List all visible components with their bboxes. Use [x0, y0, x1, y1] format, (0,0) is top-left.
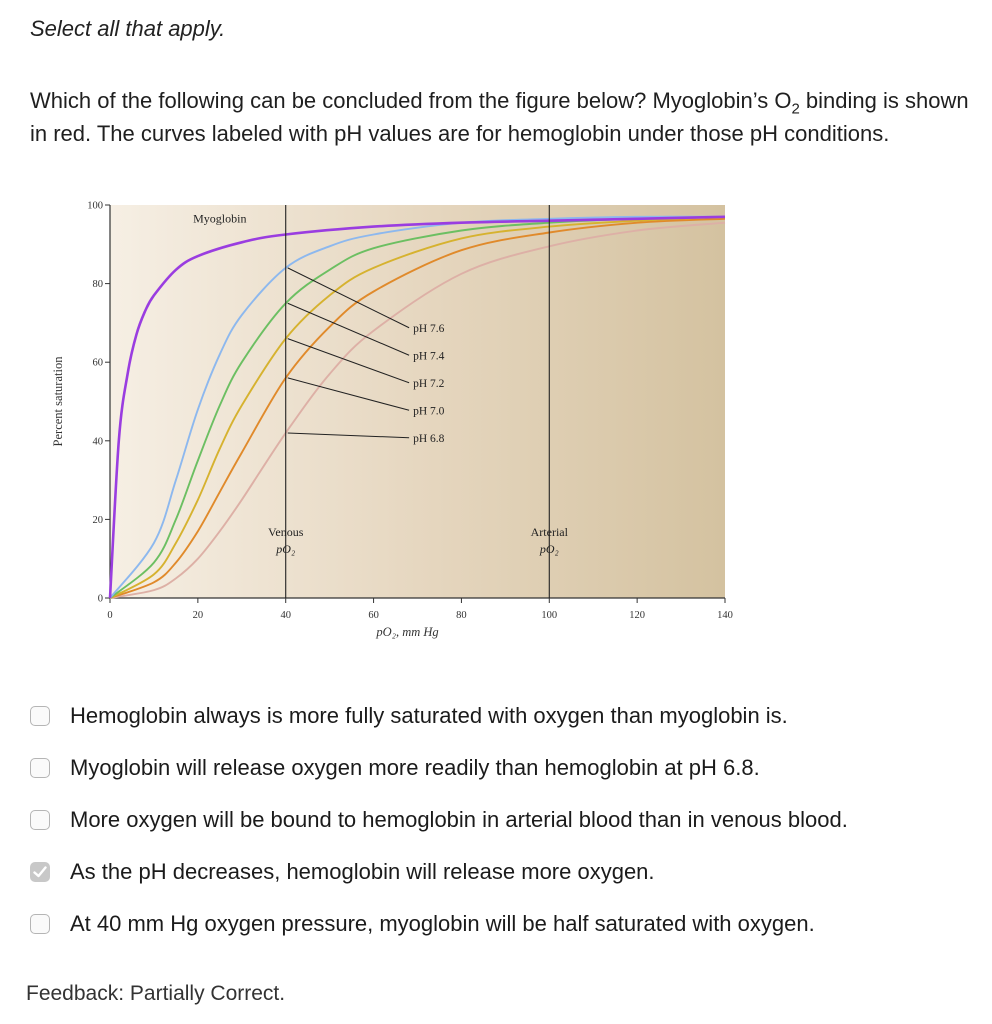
x-tick-label: 60 — [368, 610, 379, 621]
feedback-text: Feedback: Partially Correct. — [26, 982, 286, 1005]
instruction-text: Select all that apply. — [30, 16, 226, 41]
y-tick-label: 40 — [92, 436, 103, 448]
x-tick-label: 100 — [541, 610, 558, 621]
option-5[interactable] — [28, 898, 848, 950]
ph-label: pH 7.0 — [413, 405, 445, 418]
ph-label: pH 6.8 — [413, 432, 445, 445]
x-tick-label: 40 — [280, 610, 291, 621]
plot-background — [110, 205, 725, 598]
arterial-po2-label: pO₂ — [539, 541, 559, 556]
question-part-1: Which of the following can be concluded from the figure below? Myoglobin’s O — [30, 88, 792, 113]
option-1-checkbox[interactable] — [30, 706, 50, 726]
question-text — [30, 84, 970, 150]
option-1[interactable] — [28, 690, 848, 742]
option-2-label: Myoglobin will release oxygen more readily than hemoglobin at pH 6.8. — [70, 755, 760, 780]
arterial-label: Arterial — [530, 524, 568, 539]
x-tick-label: 0 — [107, 610, 113, 621]
option-1-label: Hemoglobin always is more fully saturated with oxygen than myoglobin is. — [70, 703, 788, 728]
x-tick-label: 120 — [629, 610, 646, 621]
venous-po2-label: pO₂ — [276, 541, 296, 556]
option-3-label: More oxygen will be bound to hemoglobin in arterial blood than in venous blood. — [70, 807, 848, 832]
option-4[interactable] — [28, 846, 848, 898]
myoglobin-label: Myoglobin — [193, 211, 247, 226]
ph-label: pH 7.4 — [413, 350, 445, 363]
x-axis-label: pO₂, mm Hg — [376, 625, 439, 639]
venous-label: Venous — [268, 524, 304, 539]
y-tick-label: 80 — [92, 279, 103, 291]
x-tick-label: 140 — [717, 610, 733, 621]
ph-label: pH 7.6 — [413, 322, 445, 335]
oxygen-binding-chart — [40, 188, 750, 658]
option-2[interactable] — [28, 742, 848, 794]
answer-options — [28, 690, 848, 950]
option-2-checkbox[interactable] — [30, 758, 50, 778]
x-tick-label: 80 — [456, 610, 467, 621]
option-5-checkbox[interactable] — [30, 914, 50, 934]
y-axis-label: Percent saturation — [51, 356, 65, 447]
y-tick-label: 100 — [87, 200, 103, 212]
option-3[interactable] — [28, 794, 848, 846]
option-4-label: As the pH decreases, hemoglobin will release more oxygen. — [70, 859, 655, 884]
ph-label: pH 7.2 — [413, 377, 445, 390]
question-part-2: binding is shown in red. The curves labeled with pH values are for hemoglobin under those pH conditions. — [30, 88, 969, 146]
option-3-checkbox[interactable] — [30, 810, 50, 830]
question-subscript: 2 — [791, 100, 800, 118]
y-tick-label: 60 — [92, 357, 103, 369]
y-tick-label: 0 — [97, 593, 103, 605]
x-tick-label: 20 — [192, 610, 204, 621]
option-4-checkbox[interactable] — [30, 862, 50, 882]
y-tick-label: 20 — [92, 514, 103, 526]
option-5-label: At 40 mm Hg oxygen pressure, myoglobin will be half saturated with oxygen. — [70, 911, 815, 936]
